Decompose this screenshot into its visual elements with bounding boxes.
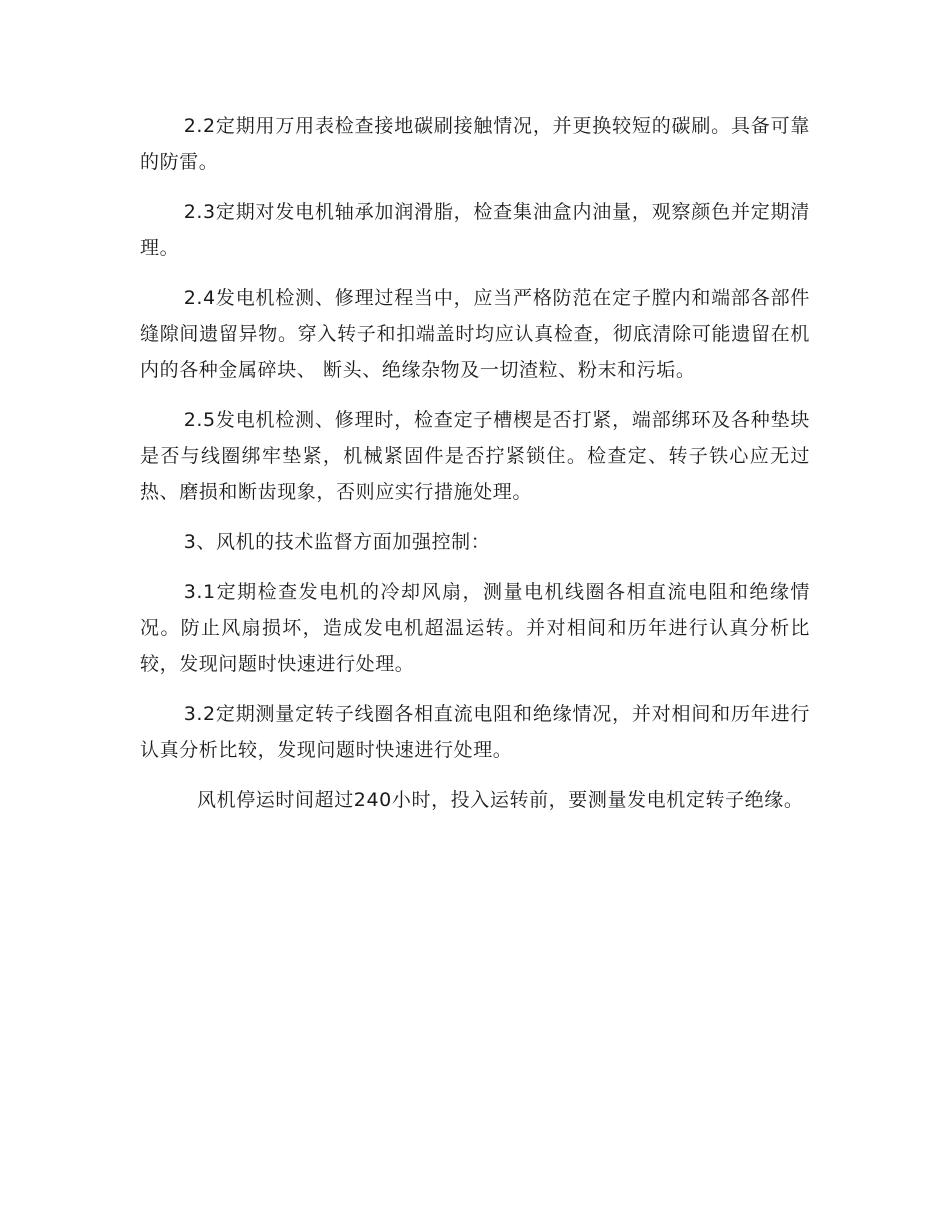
paragraph-2-2: 2.2定期用万用表检查接地碳刷接触情况，并更换较短的碳刷。具备可靠的防雷。 [140,115,810,173]
document-body [140,108,810,818]
paragraph-3-2: 3.2定期测量定转子线圈各相直流电阻和绝缘情况，并对相间和历年进行认真分析比较，发现问题时快速进行处理。 [140,703,810,761]
paragraph-2-3: 2.3定期对发电机轴承加润滑脂，检查集油盒内油量，观察颜色并定期清理。 [140,201,810,259]
paragraph-2-5: 2.5发电机检测、修理时，检查定子槽楔是否打紧，端部绑环及各种垫块是否与线圈绑牢垫紧，机械紧固件是否拧紧锁住。检查定、转子铁心应无过热、磨损和断齿现象，否则应实行措施处理。 [140,409,810,503]
section-heading-3: 3、风机的技术监督方面加强控制： [183,531,491,553]
paragraph-3-1: 3.1定期检查发电机的冷却风扇，测量电机线圈各相直流电阻和绝缘情况。防止风扇损坏，造成发电机超温运转。并对相间和历年进行认真分析比较，发现问题时快速进行处理。 [140,581,810,675]
paragraph-2-4: 2.4发电机检测、修理过程当中，应当严格防范在定子膛内和端部各部件缝隙间遗留异物。穿入转子和扣端盖时均应认真检查，彻底清除可能遗留在机内的各种金属碎块、 断头、绝缘杂物及一切渣粒、粉末和污垢。 [140,287,810,381]
paragraph-shutdown-note: 风机停运时间超过240小时，投入运转前，要测量发电机定转子绝缘。 [197,789,804,811]
